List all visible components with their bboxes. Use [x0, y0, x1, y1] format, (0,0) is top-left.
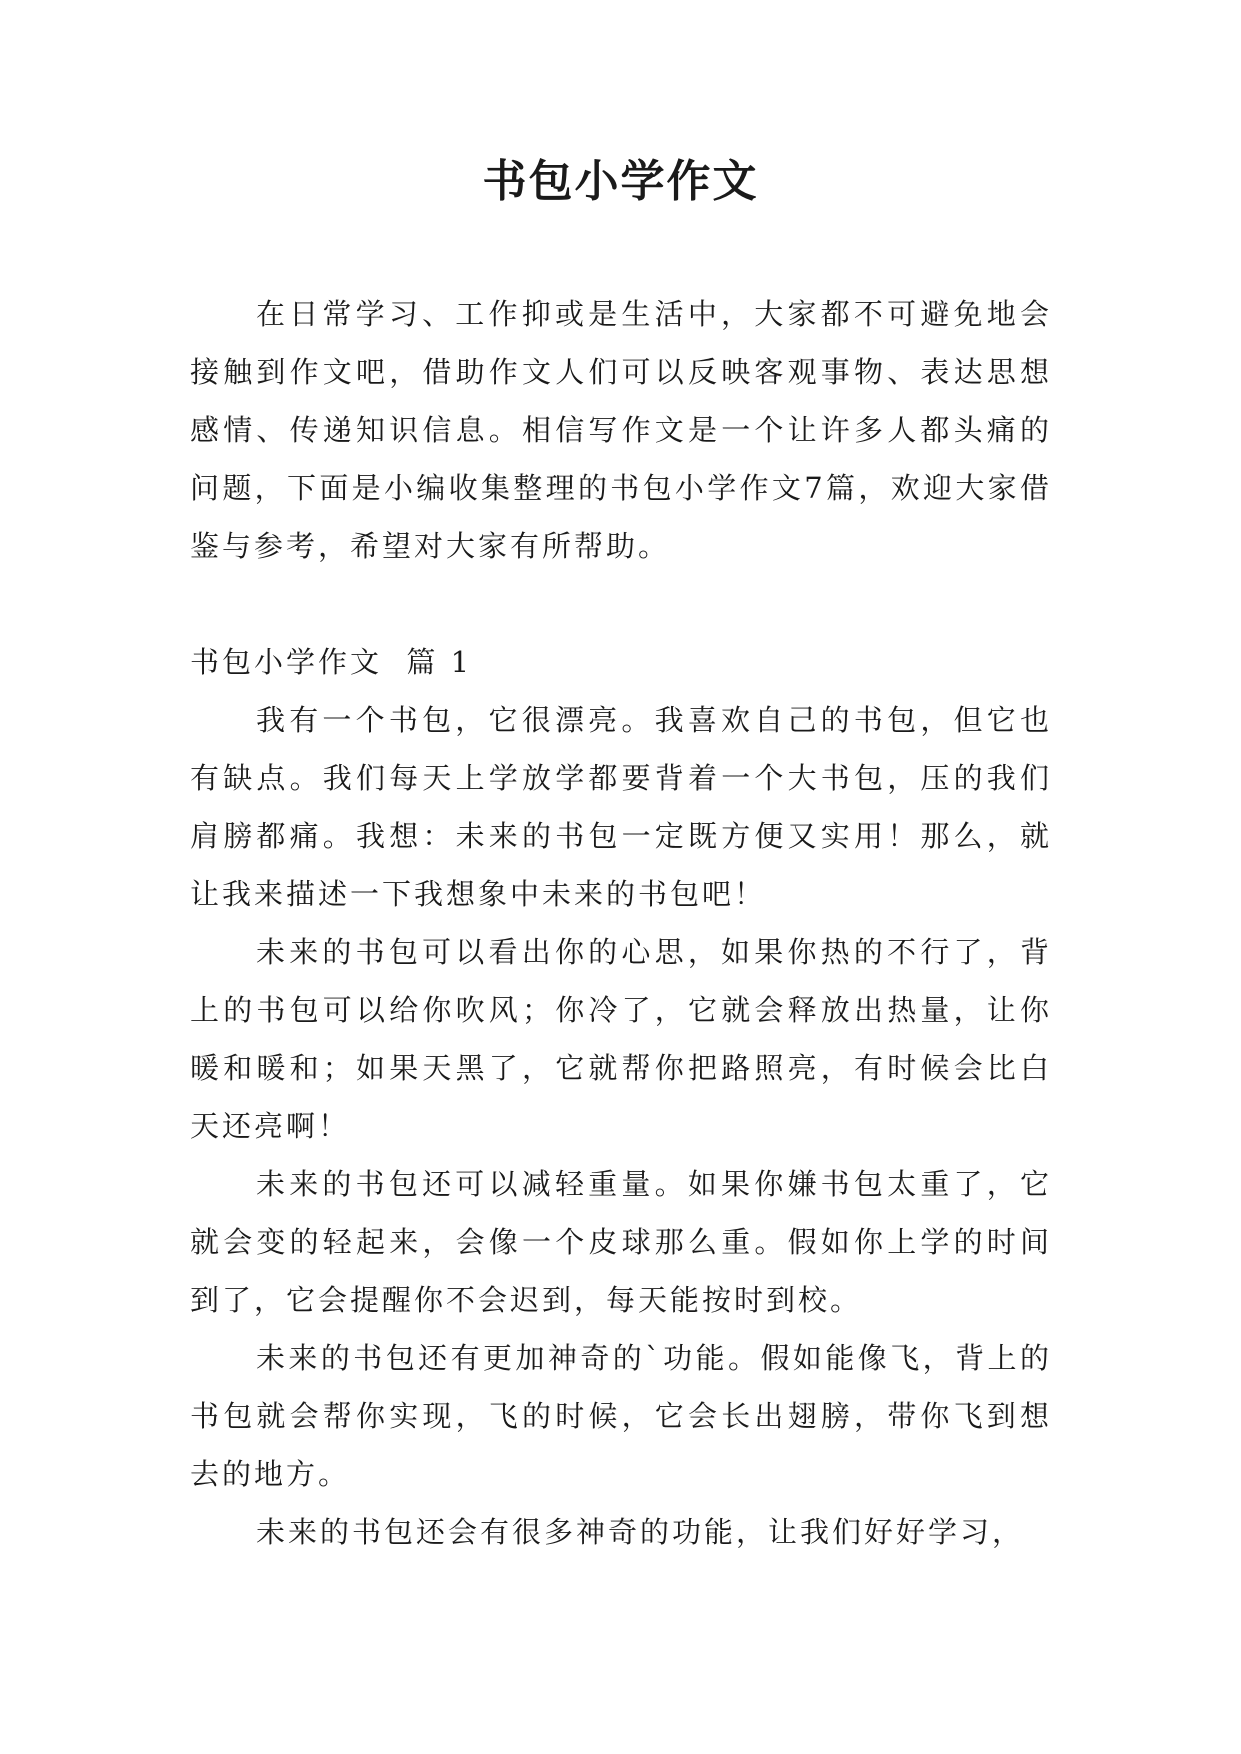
section-heading: 书包小学作文 篇 1: [190, 645, 473, 679]
document-title: 书包小学作文: [482, 156, 759, 207]
body-paragraph-2: 未来的书包可以看出你的心思，如果你热的不行了，背上的书包可以给你吹风；你冷了，它就会释放出热量，让你暖和暖和；如果天黑了，它就帮你把路照亮，有时候会比白天还亮啊！: [190, 935, 1052, 1143]
intro-paragraph: 在日常学习、工作抑或是生活中，大家都不可避免地会接触到作文吧，借助作文人们可以反映客观事物、表达思想感情、传递知识信息。相信写作文是一个让许多人都头痛的问题，下面是小编收集整理的书包小学作文7篇，欢迎大家借鉴与参考，希望对大家有所帮助。: [190, 297, 1052, 563]
body-paragraph-1: 我有一个书包，它很漂亮。我喜欢自己的书包，但它也有缺点。我们每天上学放学都要背着一个大书包，压的我们肩膀都痛。我想：未来的书包一定既方便又实用！那么，就让我来描述一下我想象中未来的书包吧！: [190, 703, 1052, 911]
document-body: [190, 285, 1052, 1561]
body-paragraph-5: 未来的书包还会有很多神奇的功能，让我们好好学习，: [256, 1515, 1025, 1549]
body-paragraph-4: 未来的书包还有更加神奇的`功能。假如能像飞，背上的书包就会帮你实现，飞的时候，它会长出翅膀，带你飞到想去的地方。: [190, 1341, 1052, 1491]
body-paragraph-3: 未来的书包还可以减轻重量。如果你嫌书包太重了，它就会变的轻起来，会像一个皮球那么重。假如你上学的时间到了，它会提醒你不会迟到，每天能按时到校。: [190, 1167, 1052, 1317]
